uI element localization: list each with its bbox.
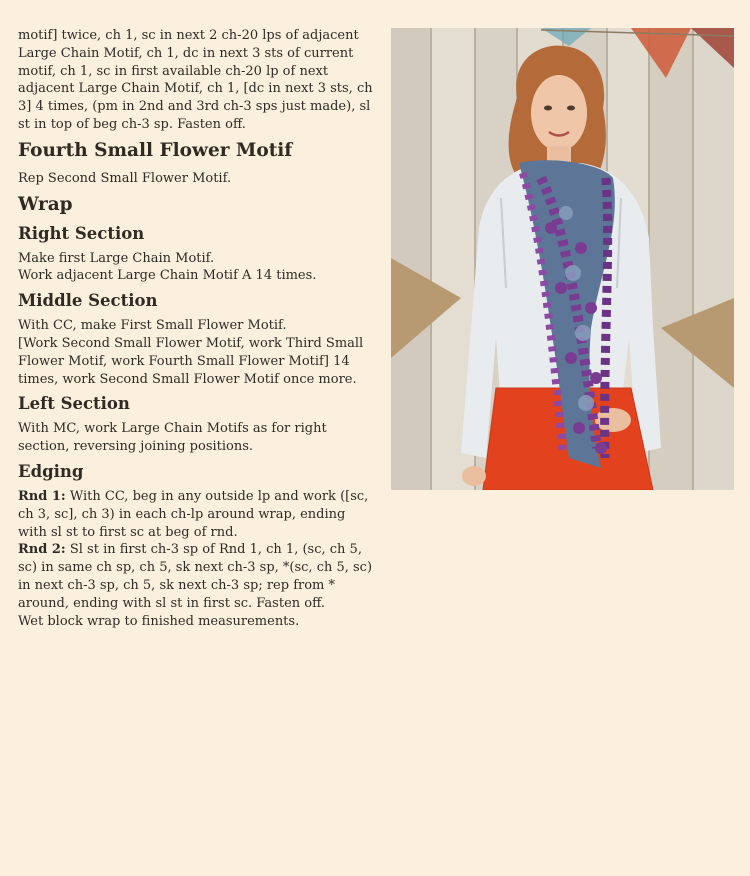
- pattern-text-column: [18, 27, 374, 630]
- right-section-line: Make first Large Chain Motif.: [18, 250, 215, 266]
- middle-section-line: [Work Second Small Flower Motif, work Third Small Flower Motif, work Fourth Small Flower Motif] 14 times, work Second Small Flower Motif once more.: [18, 335, 364, 387]
- fourth-small-flower-text: Rep Second Small Flower Motif.: [18, 170, 232, 186]
- edging-final-note: Wet block wrap to finished measurements.: [18, 613, 300, 629]
- edging-rnd-2: [18, 541, 374, 612]
- heading-left-section: Left Section: [18, 394, 130, 414]
- heading-edging: Edging: [18, 461, 84, 481]
- rnd-1-label: Rnd 1:: [18, 488, 66, 504]
- right-section-line: Work adjacent Large Chain Motif A 14 times.: [18, 268, 317, 284]
- left-section-text: With MC, work Large Chain Motifs as for right section, reversing joining positions.: [18, 421, 327, 455]
- middle-section-line: With CC, make First Small Flower Motif.: [18, 318, 287, 334]
- rnd-1-text: With CC, beg in any outside lp and work ([sc, ch 3, sc], ch 3) in each ch-lp around wrap, ending with sl st to first sc at beg of rnd.: [18, 488, 369, 540]
- rnd-2-label: Rnd 2:: [18, 542, 66, 558]
- heading-wrap: Wrap: [18, 193, 73, 215]
- model-wearing-wrap-photo: [391, 28, 734, 490]
- heading-right-section: Right Section: [18, 223, 145, 243]
- rnd-2-text: Sl st in first ch-3 sp of Rnd 1, ch 1, (sc, ch 5, sc) in same ch sp, ch 5, sk next ch-3 sp, *(sc, ch 5, sc) in next ch-3 sp, ch 5, sk next ch-3 sp; rep from * around, ending with sl st in first sc. Fasten off.: [18, 542, 373, 611]
- intro-paragraph: motif] twice, ch 1, sc in next 2 ch-20 lps of adjacent Large Chain Motif, ch 1, dc in next 3 sts of current motif, ch 1, sc in first available ch-20 lp of next adjacent Large Chain Motif, ch 1, [dc in next 3 sts, ch 3] 4 times, (pm in 2nd and 3rd ch-3 sps just made), sl st in top of beg ch-3 sp. Fasten off.: [18, 28, 373, 132]
- heading-fourth-small-flower-motif: Fourth Small Flower Motif: [18, 139, 293, 161]
- heading-middle-section: Middle Section: [18, 291, 158, 311]
- edging-rnd-1: [18, 488, 374, 541]
